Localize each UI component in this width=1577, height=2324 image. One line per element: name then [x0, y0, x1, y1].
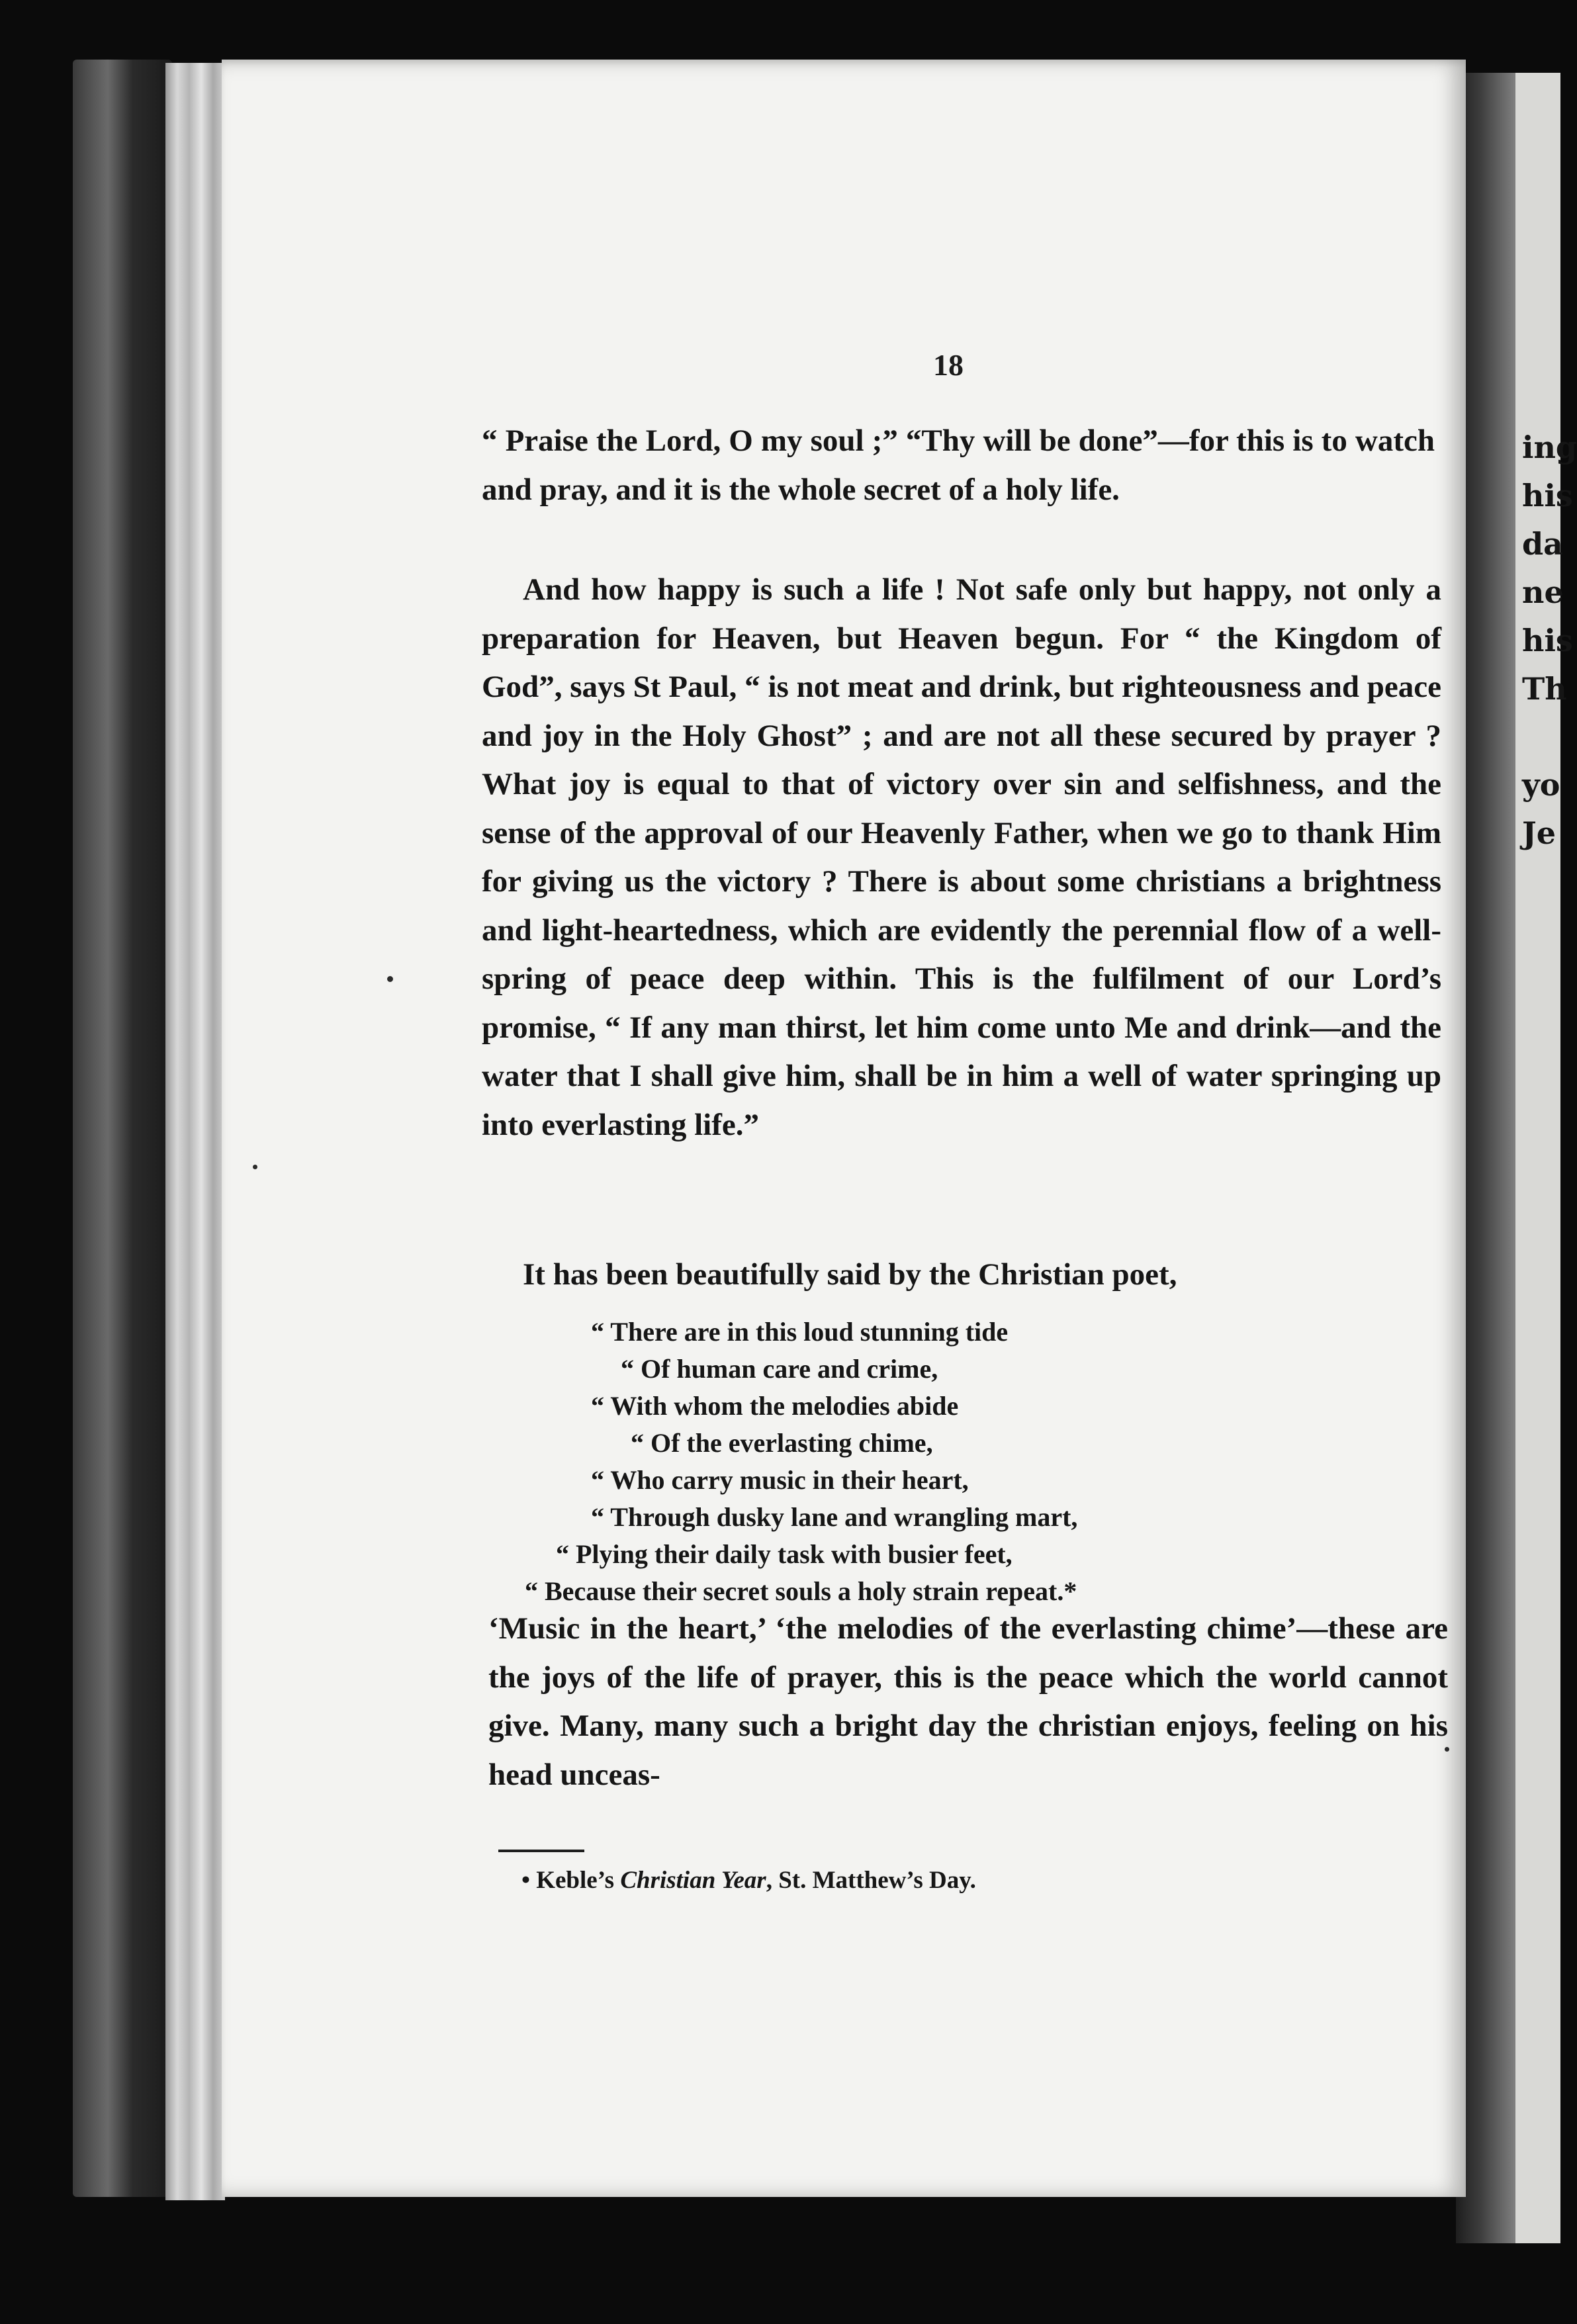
- verse-line: “ Because their secret souls a holy strain repeat.*: [525, 1576, 1077, 1606]
- ink-speck: [387, 976, 393, 982]
- paragraph-1: “ Praise the Lord, O my soul ;” “Thy will be done”—for this is to watch and pray, and it is the whole secret of a holy life.: [482, 424, 1435, 507]
- verse-line: “ Through dusky lane and wrangling mart,: [591, 1502, 1078, 1532]
- next-page-fragment: yo: [1522, 767, 1560, 803]
- verse-line: “ Of the everlasting chime,: [631, 1428, 933, 1458]
- page-number: 18: [933, 348, 964, 382]
- paragraph-2: And how happy is such a life ! Not safe only but happy, not only a preparation for Heaven, but Heaven begun. For “ the Kingdom of God”, says St Paul, “ is not meat and drink, but righteousness and peace and joy in the Holy Ghost” ; and are not all these secured by prayer ? What joy is equal to that of victory over sin and selfishness, and the sense of the approval of our Heavenly Father, when we go to thank Him for giving us the victory ? There is about some christians a brightness and light-heartedness, which are evidently the perennial flow of a well-spring of peace deep within. This is the fulfilment of our Lord’s promise, “ If any man thirst, let him come unto Me and drink—and the water that I shall give him, shall be in him a well of water springing up into everlasting life.”: [482, 572, 1441, 1142]
- next-page-fragment: Je: [1522, 815, 1556, 851]
- footnote-work-title: Christian Year: [620, 1867, 766, 1894]
- footnote-author: Keble’s: [536, 1867, 615, 1894]
- verse-line: “ Who carry music in their heart,: [591, 1465, 969, 1495]
- book-cover-edge: [73, 60, 172, 2197]
- verse-line: “ Plying their daily task with busier feet,: [556, 1539, 1013, 1569]
- next-page-fragment: da: [1522, 526, 1563, 562]
- ink-speck: [1445, 1747, 1449, 1752]
- verse-line: “ There are in this loud stunning tide: [591, 1317, 1009, 1347]
- poem-quotation: [482, 1314, 1078, 1610]
- footnote-rest: , St. Matthew’s Day.: [766, 1867, 976, 1894]
- verse-line: “ With whom the melodies abide: [591, 1391, 959, 1421]
- verse-line: “ Of human care and crime,: [621, 1354, 938, 1384]
- footnote: [521, 1866, 976, 1895]
- ink-speck: [253, 1165, 257, 1169]
- paragraph-3: It has been beautifully said by the Christian poet,: [523, 1257, 1177, 1292]
- footnote-rule: [498, 1850, 584, 1852]
- footnote-marker: •: [521, 1867, 530, 1894]
- next-page-fragment: Th: [1522, 671, 1567, 707]
- next-page-fragment: his: [1522, 623, 1573, 658]
- next-page-fragment: his: [1522, 478, 1573, 514]
- paragraph-4: ‘Music in the heart,’ ‘the melodies of the everlasting chime’—these are the joys of the life of prayer, this is the peace which the world cannot give. Many, many such a bright day the christian enjoys, feeling on his head unceas-: [488, 1611, 1448, 1792]
- page-stack-edge: [165, 63, 225, 2200]
- next-page-fragment: ne: [1522, 574, 1564, 610]
- next-page-fragment: ing: [1522, 429, 1577, 465]
